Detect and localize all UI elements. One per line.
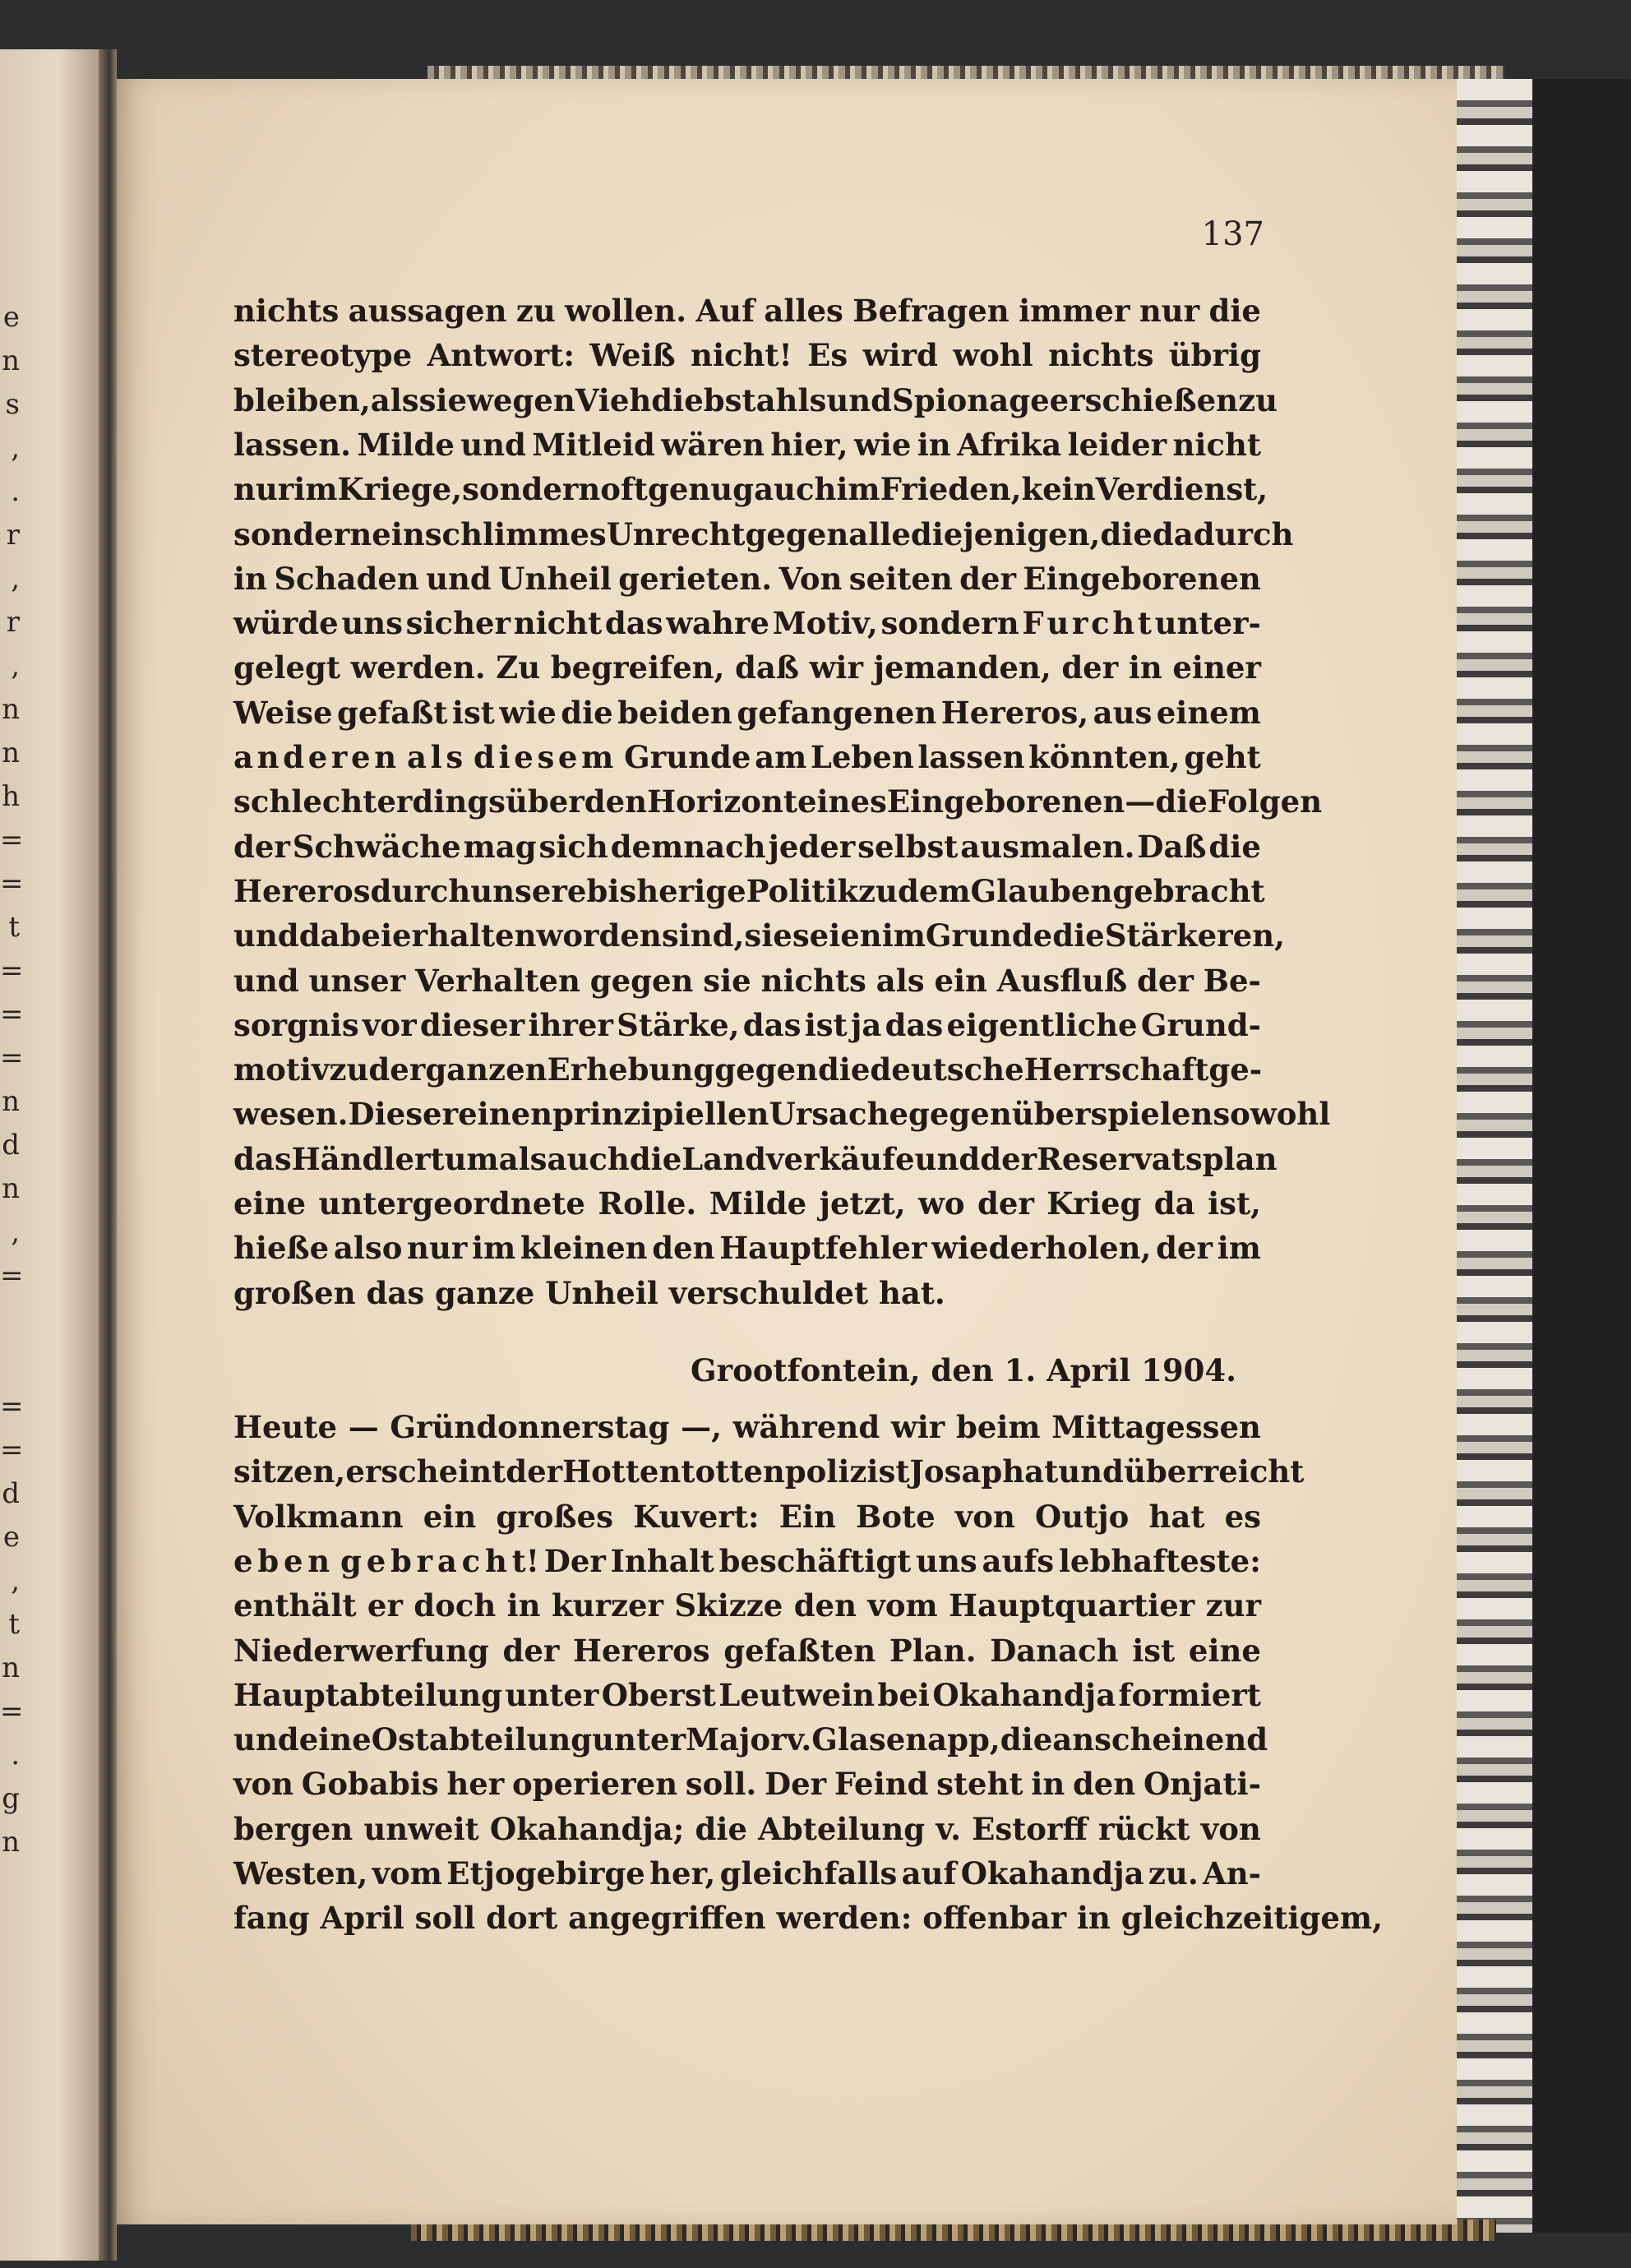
left-edge-char: , <box>11 1564 20 1597</box>
left-edge-char: = <box>0 824 24 857</box>
text-line: nur im Kriege, sondern oft genug auch im Frieden, kein Verdienst, <box>233 471 1268 508</box>
left-edge-char <box>0 1342 20 1385</box>
left-edge-char: = <box>0 1434 24 1467</box>
left-edge-char: t <box>8 1608 20 1641</box>
left-edge-char: e <box>2 1521 20 1554</box>
text-line: fang April soll dort angegriffen werden: offenbar in gleichzeitigem, <box>233 1900 1383 1937</box>
left-edge-char: . <box>11 1739 20 1771</box>
left-edge-char: = <box>0 954 24 987</box>
left-edge-char: d <box>2 1129 20 1162</box>
left-edge-char: s <box>5 388 20 421</box>
left-edge-char: = <box>0 1390 24 1423</box>
left-edge-char: n <box>2 344 20 377</box>
text-line: und unser Verhalten gegen sie nichts als ein Ausfluß der Be- <box>233 962 1261 999</box>
left-page-edge <box>0 49 105 2261</box>
left-edge-char: , <box>11 562 20 595</box>
left-edge-char <box>0 1298 20 1342</box>
left-edge-char: d <box>2 1477 20 1510</box>
left-edge-char: t <box>8 911 20 944</box>
left-edge-char: = <box>0 998 24 1031</box>
text-line: Niederwerfung der Hereros gefaßten Plan. Danach ist eine <box>233 1632 1261 1669</box>
book-cover-edge <box>1532 79 1631 2233</box>
text-line: gelegt werden. Zu begreifen, daß wir jemanden, der in einer <box>233 649 1261 686</box>
left-edge-char: = <box>0 1695 24 1728</box>
text-line: schlechterdings über den Horizont eines Eingeborenen — die Folgen <box>233 783 1323 820</box>
left-edge-char: = <box>0 867 24 900</box>
left-edge-char: e <box>2 301 20 334</box>
text-line: a n d e r e n a l s d i e s e m Grunde am Leben lassen könnten, geht <box>233 739 1261 775</box>
text-line: sondern ein schlimmes Unrecht gegen alle diejenigen, die dadurch <box>233 515 1294 552</box>
text-line: sitzen, erscheint der Hottentottenpolizist Josaphat und überreicht <box>233 1453 1305 1490</box>
left-page-cut-off-text <box>0 296 24 1864</box>
text-line: hieße also nur im kleinen den Hauptfehler wiederholen, der im <box>233 1230 1261 1267</box>
left-edge-char: n <box>2 1826 20 1859</box>
left-edge-char: r <box>6 519 20 552</box>
left-edge-char: , <box>11 649 20 682</box>
text-line: Volkmann ein großes Kuvert: Ein Bote von Outjo hat es <box>233 1498 1261 1535</box>
left-edge-char: h <box>2 780 20 813</box>
text-line: großen das ganze Unheil verschuldet hat. <box>233 1274 945 1311</box>
text-line: und eine Ostabteilung unter Major v. Glasenapp, die anscheinend <box>233 1721 1268 1758</box>
text-line: Weise gefaßt ist wie die beiden gefangenen Hereros, aus einem <box>233 694 1261 731</box>
left-edge-char: , <box>11 1216 20 1249</box>
left-edge-char: = <box>0 1042 24 1074</box>
left-edge-char: . <box>11 475 20 508</box>
text-line: das Händlertum als auch die Landverkäufe und der Reservatsplan <box>233 1140 1278 1177</box>
text-line: Hereros durch unsere bisherige Politik zu dem Glauben gebracht <box>233 872 1265 909</box>
page-number: 137 <box>1201 215 1264 253</box>
left-edge-char: r <box>6 606 20 639</box>
left-edge-char: n <box>2 693 20 726</box>
text-line: lassen. Milde und Mitleid wären hier, wie in Afrika leider nicht <box>233 426 1261 463</box>
dateline: Grootfontein, den 1. April 1904. <box>691 1352 1237 1388</box>
text-line: würde uns sicher nicht das wahre Motiv, sondern F u r c h t unter- <box>233 605 1261 642</box>
text-line: der Schwäche mag sich demnach jeder selbst ausmalen. Daß die <box>233 828 1261 865</box>
text-line: stereotype Antwort: Weiß nicht! Es wird wohl nichts übrig <box>233 337 1261 374</box>
right-page-stack-edge <box>1457 79 1532 2233</box>
left-edge-char: n <box>2 1085 20 1118</box>
text-line: bleiben, als sie wegen Viehdiebstahls und Spionage erschießen zu <box>233 381 1278 418</box>
left-edge-char: n <box>2 1651 20 1684</box>
text-line: Heute — Gründonnerstag —, während wir beim Mittagessen <box>233 1409 1261 1445</box>
left-edge-char: , <box>11 432 20 464</box>
text-line: und dabei erhalten worden sind, sie seien im Grunde die Stärkeren, <box>233 917 1285 954</box>
text-line: e b e n g e b r a c h t! Der Inhalt beschäftigt uns aufs lebhafteste: <box>233 1542 1261 1579</box>
text-line: nichts aussagen zu wollen. Auf alles Befragen immer nur die <box>233 293 1261 329</box>
text-line: sorgnis vor dieser ihrer Stärke, das ist ja das eigentliche Grund- <box>233 1006 1261 1043</box>
left-edge-char: g <box>2 1782 20 1815</box>
left-edge-char: n <box>2 737 20 769</box>
text-line: Hauptabteilung unter Oberst Leutwein bei Okahandja formiert <box>233 1676 1261 1713</box>
left-edge-char: n <box>2 1172 20 1205</box>
text-line: in Schaden und Unheil gerieten. Von seiten der Eingeborenen <box>233 560 1261 597</box>
text-line: motiv zu der ganzen Erhebung gegen die deutsche Herrschaft ge- <box>233 1051 1263 1088</box>
text-line: eine untergeordnete Rolle. Milde jetzt, wo der Krieg da ist, <box>233 1185 1261 1222</box>
book-gutter <box>99 49 117 2261</box>
text-line: Westen, vom Etjogebirge her, gleichfalls auf Okahandja zu. An- <box>233 1855 1261 1892</box>
text-line: von Gobabis her operieren soll. Der Feind steht in den Onjati- <box>233 1766 1261 1803</box>
text-line: enthält er doch in kurzer Skizze den vom Hauptquartier zur <box>233 1587 1261 1624</box>
text-line: bergen unweit Okahandja; die Abteilung v. Estorff rückt von <box>233 1810 1261 1847</box>
text-line: wesen. Dieser einen prinzipiellen Ursache gegenüber spielen sowohl <box>233 1096 1331 1133</box>
left-edge-char: = <box>0 1259 24 1292</box>
